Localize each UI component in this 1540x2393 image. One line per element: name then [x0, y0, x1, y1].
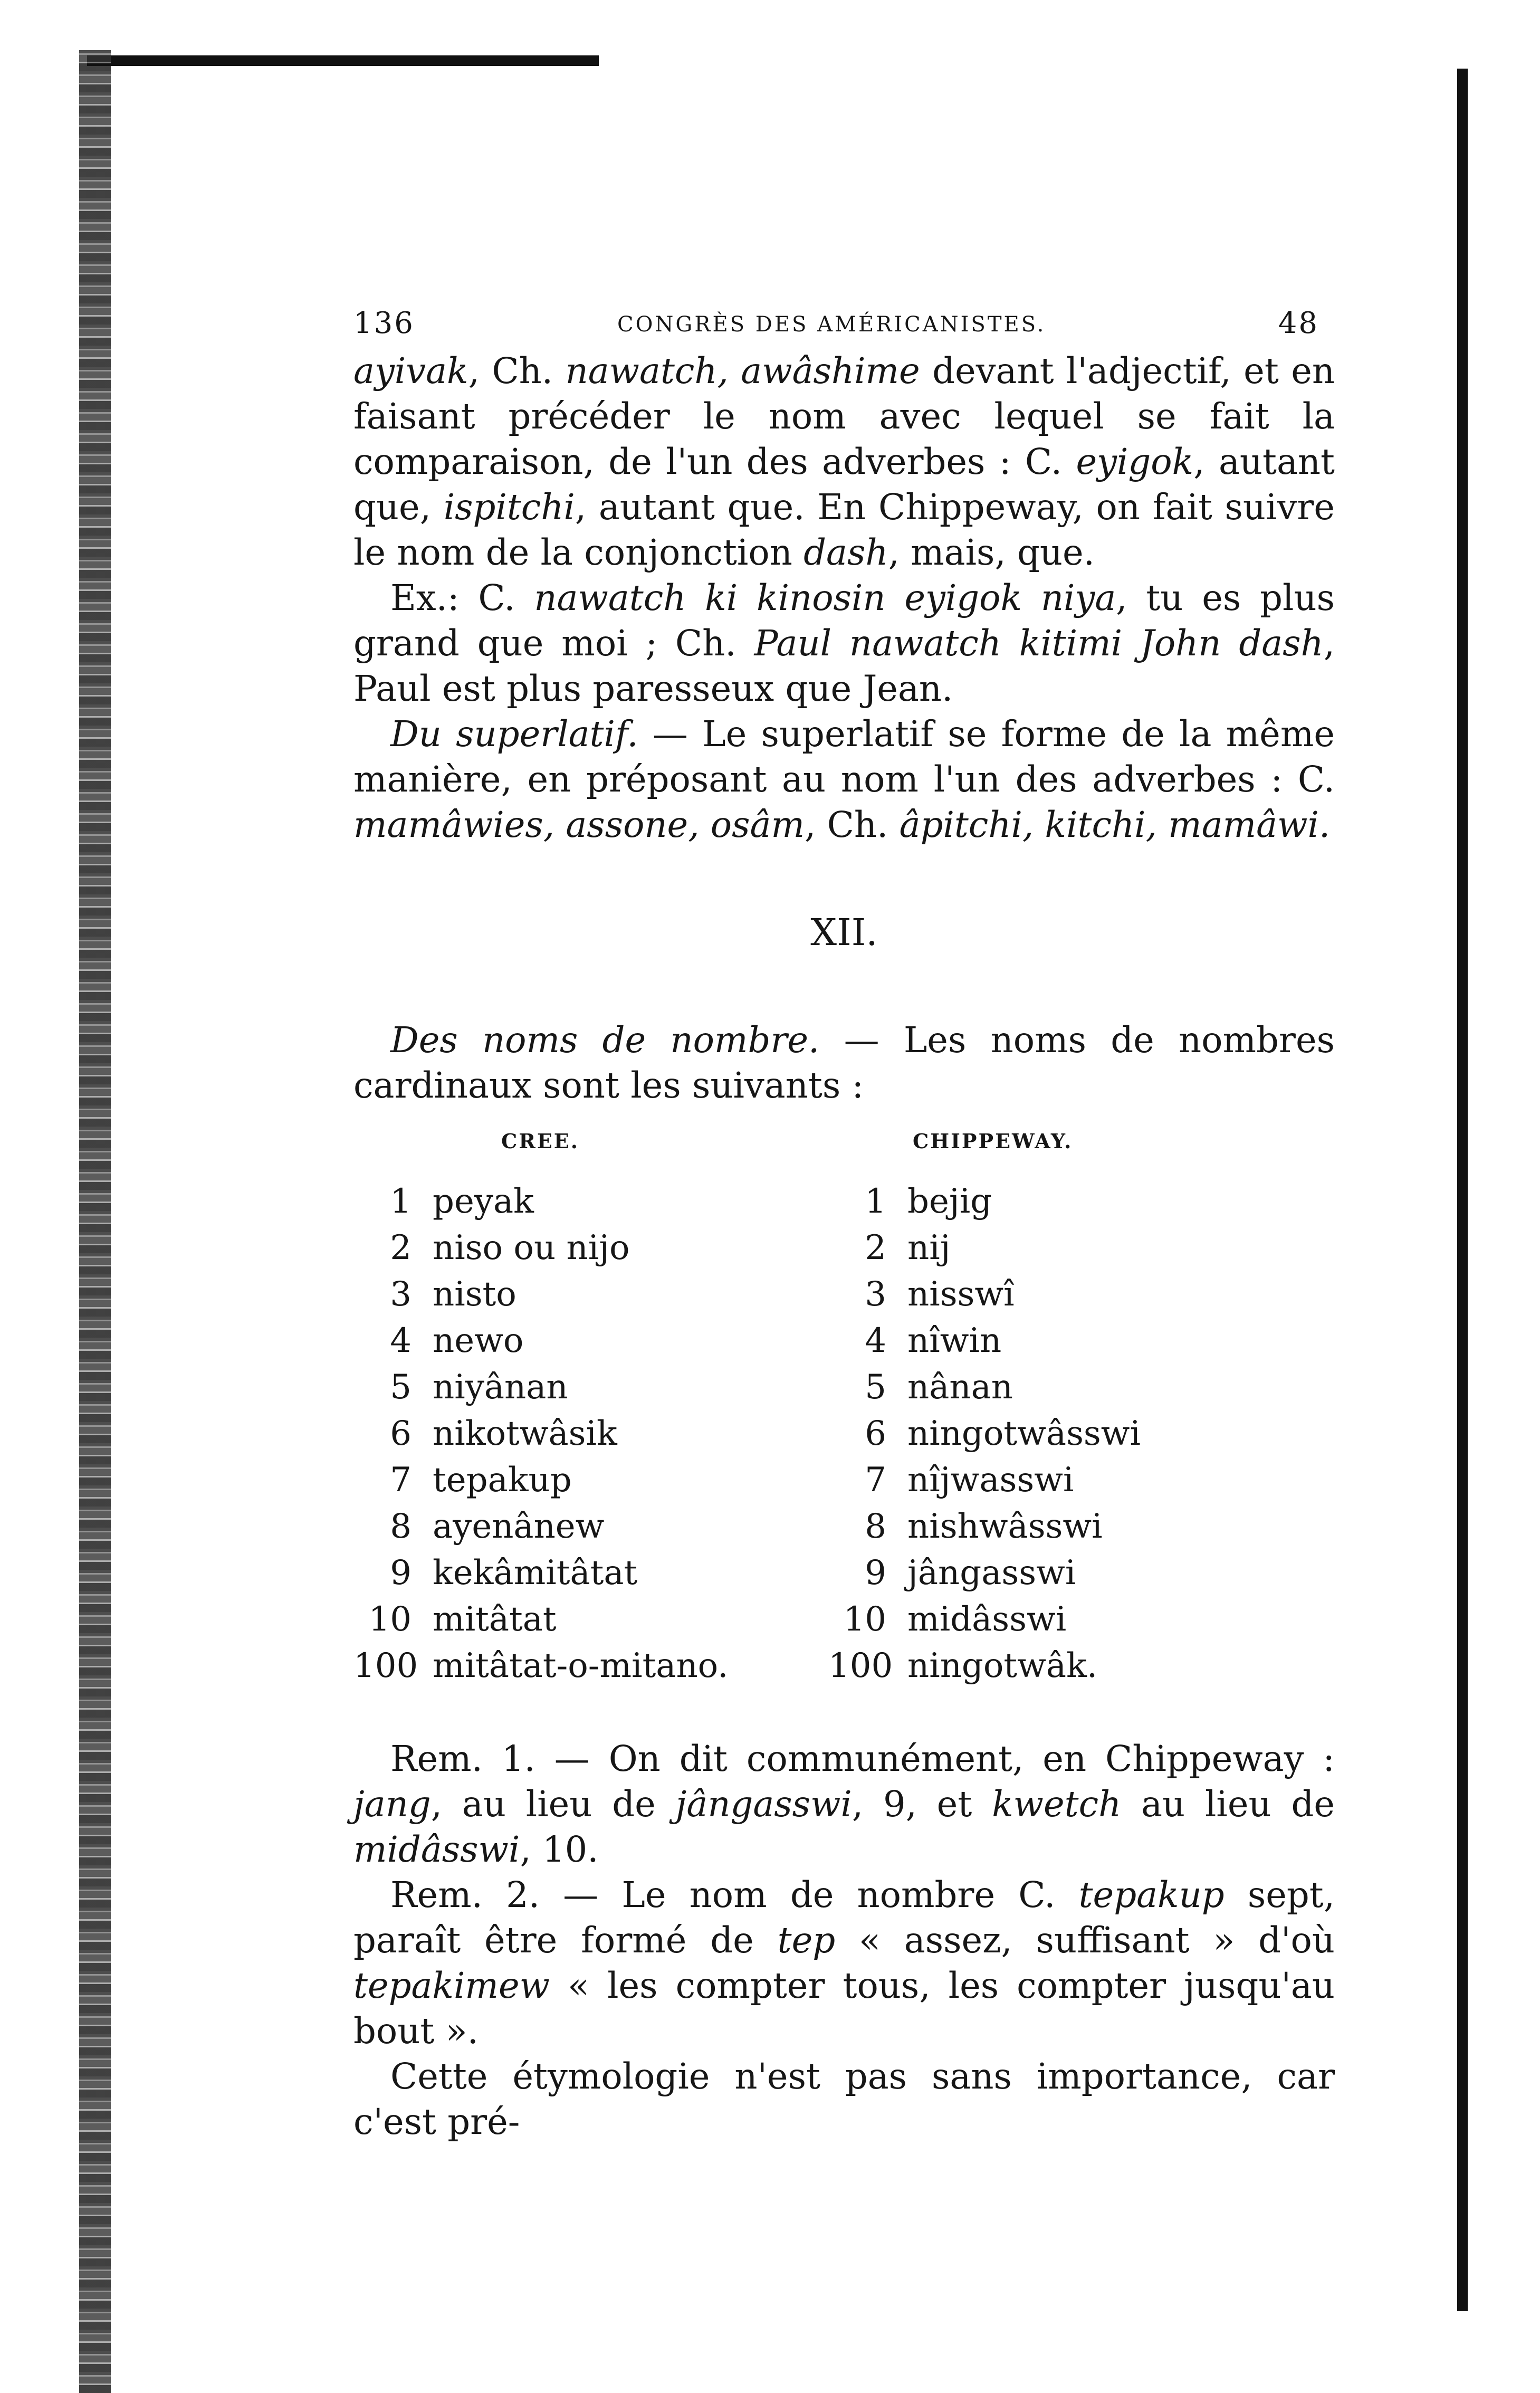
numeral: 100	[828, 1646, 893, 1685]
remark-1	[353, 1736, 1335, 1872]
text: , autant que. En Chippeway, on fait suivre le nom de la conjonction	[353, 487, 1335, 573]
chippeway-row	[828, 1600, 1066, 1646]
number-word: ningotwâk.	[907, 1646, 1098, 1685]
cree-row	[353, 1275, 516, 1321]
cree-row	[353, 1414, 617, 1461]
cree-row	[353, 1646, 728, 1693]
term: âpitchi, kitchi, mamâwi.	[899, 804, 1331, 845]
text: « assez, suffisant » d'où	[835, 1920, 1335, 1961]
number-word: niyânan	[433, 1368, 568, 1407]
book-page	[353, 306, 1335, 2144]
subheading: Du superlatif.	[390, 713, 638, 755]
scan-edge-left	[79, 50, 111, 2393]
number-word: mitâtat	[433, 1600, 557, 1639]
column-header-cree: CREE.	[501, 1129, 579, 1153]
numeral: 1	[390, 1182, 412, 1221]
chippeway-row	[828, 1414, 1141, 1461]
text: , mais, que.	[888, 532, 1095, 573]
section-heading: XII.	[810, 911, 878, 954]
text: — Les noms de nombres cardinaux sont les suivants :	[353, 1019, 1335, 1106]
paragraph-superlative	[353, 711, 1335, 847]
text: , 10.	[520, 1829, 599, 1870]
cree-row	[353, 1368, 568, 1414]
number-word: niso ou nijo	[433, 1228, 630, 1267]
numbers-table	[353, 1129, 1335, 1699]
term: ayivak	[353, 350, 468, 392]
cree-row	[353, 1507, 604, 1553]
numeral: 9	[390, 1553, 412, 1593]
numeral: 5	[865, 1368, 886, 1407]
numeral: 4	[865, 1321, 886, 1360]
number-word: jângasswi	[907, 1553, 1076, 1593]
term: tepakimew	[353, 1965, 550, 2006]
cree-row	[353, 1553, 637, 1600]
number-word: nikotwâsik	[433, 1414, 617, 1453]
number-word: newo	[433, 1321, 524, 1360]
term: eyigok	[1076, 441, 1194, 482]
numeral: 8	[390, 1507, 412, 1546]
numeral: 1	[865, 1182, 886, 1221]
term: mamâwies, assone, osâm	[353, 804, 805, 845]
text: , au lieu de	[431, 1784, 676, 1825]
number-word: nîwin	[907, 1321, 1002, 1360]
chippeway-row	[828, 1275, 1015, 1321]
numeral: 10	[843, 1600, 886, 1639]
numeral: 7	[865, 1461, 886, 1500]
term: dash	[804, 532, 888, 573]
running-title: CONGRÈS DES AMÉRICANISTES.	[617, 312, 1046, 337]
text: « les compter tous, les compter jusqu'au bout ».	[353, 1965, 1335, 2052]
numeral: 9	[865, 1553, 886, 1593]
term: midâsswi	[353, 1829, 520, 1870]
term: jang	[353, 1784, 431, 1825]
number-word: nishwâsswi	[907, 1507, 1103, 1546]
text: sept, paraît être formé de	[353, 1874, 1335, 1961]
chippeway-row	[828, 1646, 1097, 1693]
text: au lieu de	[1121, 1784, 1335, 1825]
term: jângasswi	[675, 1784, 852, 1825]
remark-2	[353, 1872, 1335, 2054]
text: , Ch.	[468, 350, 566, 392]
chippeway-row	[828, 1553, 1076, 1600]
page-header	[353, 306, 1335, 348]
chippeway-row	[828, 1182, 992, 1228]
chippeway-row	[828, 1507, 1103, 1553]
number-word: nîjwasswi	[907, 1461, 1074, 1500]
chippeway-row	[828, 1461, 1074, 1507]
numeral: 10	[368, 1600, 412, 1639]
paragraph-example	[353, 575, 1335, 711]
number-word: ningotwâsswi	[907, 1414, 1141, 1453]
text: Rem. 2. — Le nom de nombre C.	[390, 1874, 1079, 1915]
text: , tu es plus grand que moi ; Ch.	[353, 577, 1335, 664]
term: nawatch, awâshime	[565, 350, 920, 392]
numeral: 4	[390, 1321, 412, 1360]
number-word: nisto	[433, 1275, 516, 1314]
number-word: nisswî	[907, 1275, 1015, 1314]
subheading: Des noms de nombre.	[390, 1019, 820, 1061]
scan-edge-right	[1457, 69, 1468, 2311]
number-word: ayenânew	[433, 1507, 605, 1546]
number-word: bejig	[907, 1182, 992, 1221]
numeral: 7	[390, 1461, 412, 1500]
numeral: 5	[390, 1368, 412, 1407]
text: Rem. 1. — On dit communément, en Chippeway :	[390, 1738, 1335, 1779]
text: , autant que,	[353, 441, 1335, 528]
cree-row	[353, 1461, 572, 1507]
chippeway-row	[828, 1228, 951, 1275]
chippeway-row	[828, 1321, 1001, 1368]
numeral: 100	[353, 1646, 418, 1685]
number-word: midâsswi	[907, 1600, 1067, 1639]
text: , 9, et	[852, 1784, 992, 1825]
cree-row	[353, 1228, 630, 1275]
column-header-chippeway: CHIPPEWAY.	[913, 1129, 1073, 1153]
text: , Ch.	[805, 804, 900, 845]
numeral: 2	[390, 1228, 412, 1267]
term: Paul nawatch kitimi John dash	[754, 623, 1324, 664]
number-word: nânan	[907, 1368, 1013, 1407]
number-word: tepakup	[433, 1461, 572, 1500]
numeral: 2	[865, 1228, 886, 1267]
text: devant l'adjectif, et en faisant précéder le nom avec lequel se fait la comparaison, de l'un des adverbes : C.	[353, 350, 1335, 482]
chippeway-row	[828, 1368, 1013, 1414]
numeral: 6	[865, 1414, 886, 1453]
cree-row	[353, 1182, 534, 1228]
number-word: mitâtat-o-mitano.	[433, 1646, 729, 1685]
paragraph-etymology: Cette étymologie n'est pas sans importance, car c'est pré-	[353, 2056, 1335, 2142]
text: Ex.: C.	[390, 577, 534, 618]
text: , Paul est plus paresseux que Jean.	[353, 623, 1335, 709]
term: tep	[777, 1920, 836, 1961]
term: kwetch	[992, 1784, 1122, 1825]
numeral: 3	[390, 1275, 412, 1314]
text: — Le superlatif se forme de la même manière, en préposant au nom l'un des adverbes : C.	[353, 713, 1335, 800]
numeral: 6	[390, 1414, 412, 1453]
number-word: kekâmitâtat	[433, 1553, 638, 1593]
scan-edge-top	[87, 55, 599, 66]
cree-row	[353, 1600, 557, 1646]
signature-mark: 48	[1278, 306, 1319, 340]
number-word: nij	[907, 1228, 951, 1267]
numeral: 8	[865, 1507, 886, 1546]
term: nawatch ki kinosin eyigok niya	[534, 577, 1116, 618]
number-word: peyak	[433, 1182, 534, 1221]
page-number: 136	[353, 306, 415, 340]
term: ispitchi	[443, 487, 575, 528]
paragraph-numbers-intro	[353, 1017, 1335, 1108]
paragraph-comparative	[353, 348, 1335, 575]
numeral: 3	[865, 1275, 886, 1314]
cree-row	[353, 1321, 523, 1368]
term: tepakup	[1078, 1874, 1225, 1915]
